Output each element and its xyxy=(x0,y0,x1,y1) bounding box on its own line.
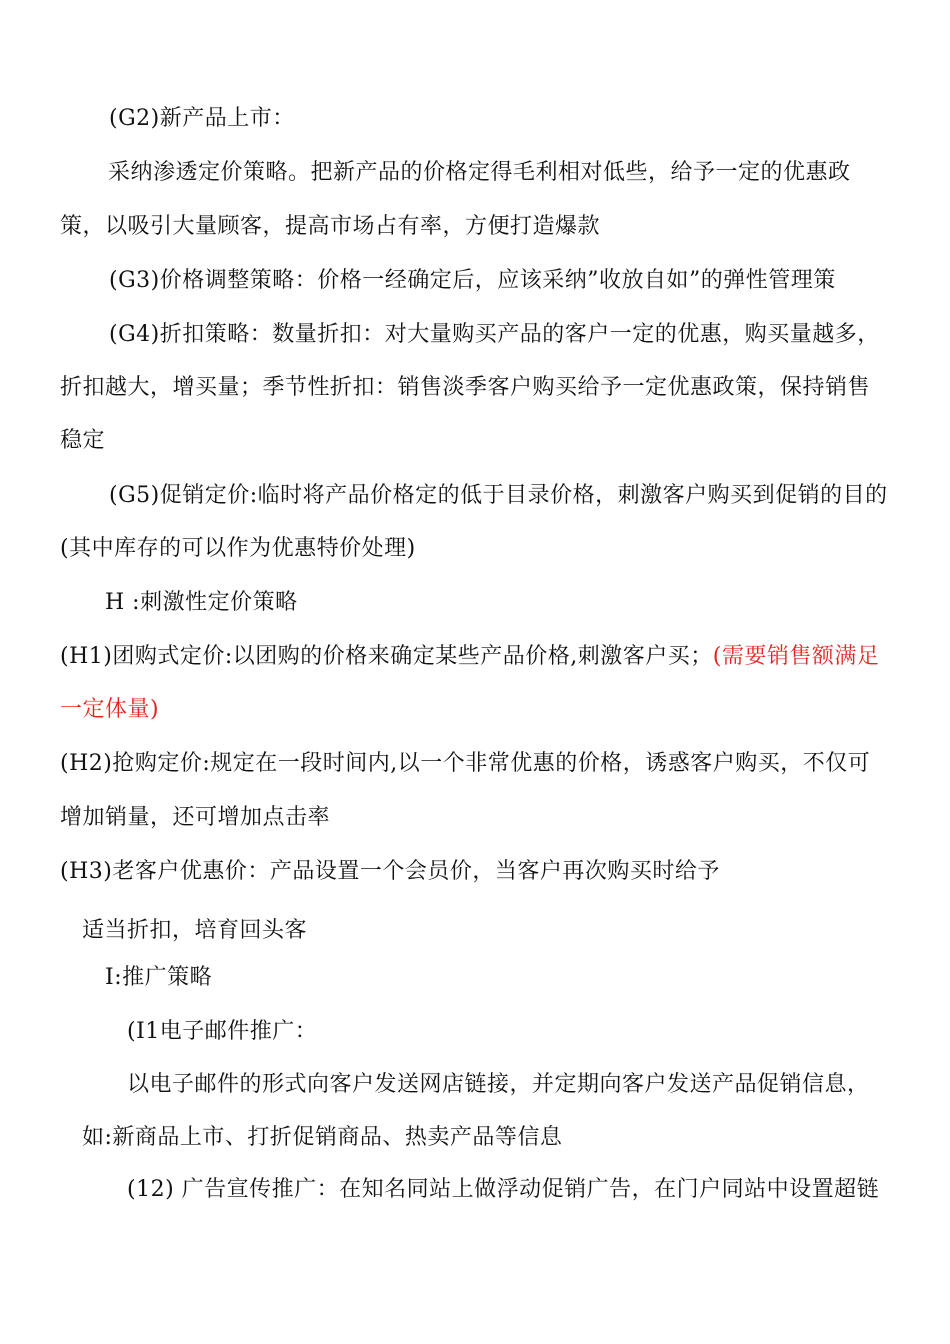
paragraph-line: 适当折扣，培育回头客 xyxy=(82,918,308,943)
paragraph-line: (G5)促销定价:临时将产品价格定的低于目录价格，刺激客户购买到促销的目的 xyxy=(109,483,888,508)
paragraph-line: (G4)折扣策略：数量折扣：对大量购买产品的客户一定的优惠，购买量越多， xyxy=(109,322,880,347)
paragraph-line: 策，以吸引大量顾客，提高市场占有率，方便打造爆款 xyxy=(60,214,601,239)
paragraph-line: (G3)价格调整策略：价格一经确定后，应该采纳”收放自如”的弹性管理策 xyxy=(109,268,836,293)
paragraph-line xyxy=(60,642,879,672)
paragraph-line: 以电子邮件的形式向客户发送网店链接，并定期向客户发送产品促销信息， xyxy=(127,1072,870,1097)
paragraph-line: 如:新商品上市、打折促销商品、热卖产品等信息 xyxy=(82,1125,563,1150)
paragraph-line: 增加销量，还可增加点击率 xyxy=(60,805,331,830)
paragraph-line: (I1电子邮件推广： xyxy=(127,1019,318,1044)
paragraph-line: 采纳渗透定价策略。把新产品的价格定得毛利相对低些，给予一定的优惠政 xyxy=(108,160,851,185)
paragraph-text: (H1)团购式定价:以团购的价格来确定某些产品价格,刺激客户买； xyxy=(60,644,713,669)
paragraph-line: (G2)新产品上市： xyxy=(109,106,295,131)
section-heading: H :刺激性定价策略 xyxy=(105,590,298,615)
highlight-note: (需要销售额满足 xyxy=(712,644,880,669)
paragraph-line: (其中库存的可以作为优惠特价处理) xyxy=(60,536,416,561)
section-heading: I:推广策略 xyxy=(105,965,213,990)
highlight-note: 一定体量) xyxy=(60,697,160,722)
paragraph-line: (12) 广告宣传推广：在知名同站上做浮动促销广告，在门户同站中设置超链 xyxy=(127,1177,880,1202)
paragraph-line: 稳定 xyxy=(60,428,106,453)
paragraph-line: (H2)抢购定价:规定在一段时间内,以一个非常优惠的价格，诱惑客户购买，不仅可 xyxy=(60,751,871,776)
paragraph-line: 折扣越大，增买量；季节性折扣：销售淡季客户购买给予一定优惠政策，保持销售 xyxy=(60,375,871,400)
paragraph-line: (H3)老客户优惠价：产品设置一个会员价，当客户再次购买时给予 xyxy=(60,859,720,884)
